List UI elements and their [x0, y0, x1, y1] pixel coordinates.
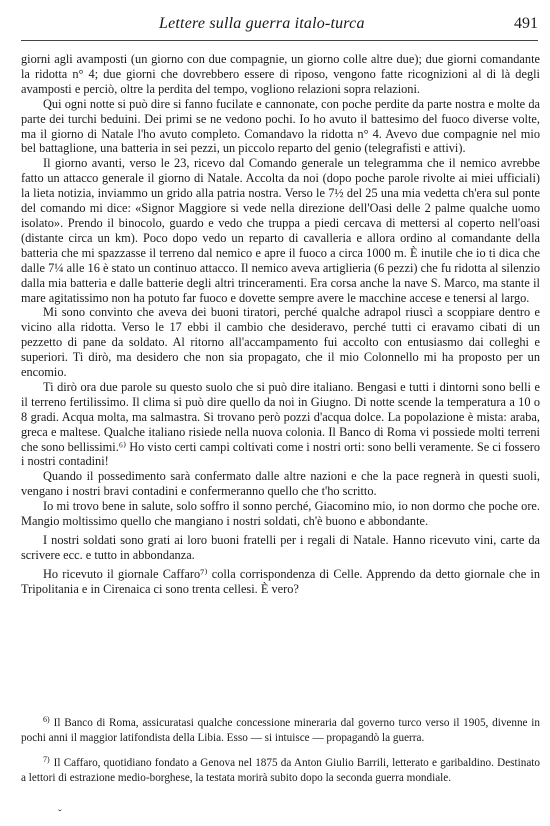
footnote — [21, 753, 540, 785]
footnote-text: Il Caffaro, quotidiano fondato a Genova nel 1875 da Anton Giulio Barrili, letterato e garibaldino. Destinato a lettori di estrazione medio-borghese, la testata morirà subito dopo la seconda guerra mondiale. — [21, 757, 540, 784]
paragraph: Quando il possedimento sarà confermato dalle altre nazioni e che la pace regnerà in questi suoli, vengano i nostri bravi contadini e confermeranno quello che t'ho scritto. — [21, 469, 540, 499]
paragraph: Ti dirò ora due parole su questo suolo che si può dire italiano. Bengasi e tutti i dintorni sono belli e il terreno fertilissimo. Il clima si può dire quello da noi in Giugno. Di notte scende la temperatura a 10 o 8 gradi. Acqua molta, ma salmastra. Si trovano però pozzi d'acqua dolce. La popolazione è mista: araba, greca e maltese. Qualche italiano risiede nella nuova colonia. Il Banco di Roma vi possiede molti terreni che sono bellissimi.⁶⁾ Ho visto certi campi coltivati come i nostri orti: sono belli veramente. Se ci fossero i nostri contadini! — [21, 379, 540, 469]
paragraph: Mi sono convinto che aveva dei buoni tiratori, perché qualche adrapol riuscì a scoppiare dentro e vicino alla ridotta. Verso le 17 ebbi il cambio che desideravo, perché tutti ci eravamo cibati di un pezzetto di pane da soldato. Al ritorno all'accampamento fui accolto con entusiasmo dai colleghi e superiori. Ti dirò, ma desidero che non sia propagato, che il mio Colonnello mi ha proposto per un encomio. — [21, 305, 540, 380]
paragraph: Ho ricevuto il giornale Caffaro⁷⁾ colla corrispondenza di Celle. Apprendo da detto giornale che in Tripolitania e in Cirenaica ci sono trenta cellesi. È vero? — [21, 566, 540, 596]
footnote-text: Il Banco di Roma, assicuratasi qualche concessione mineraria dal governo turco verso il 1905, divenne in pochi anni il maggior latifondista della Libia. Esso — si intuisce — propagandò la guerra. — [21, 717, 540, 744]
footnote-mark: 6) — [43, 715, 50, 724]
paragraph: giorni agli avamposti (un giorno con due compagnie, un giorno colle altre due); due giorni comandante la ridotta n° 4; due giorni che dovrebbero essere di riposo, vengono fatte ricognizioni al di là degli avamposti e perciò, oltre la perdita del tempo, vogliono relazioni sopra relazioni. — [21, 52, 540, 96]
paragraph: Io mi trovo bene in salute, solo soffro il sonno perché, Giacomino mio, io non dormo che poche ore. Mangio moltissimo quello che mangiano i nostri soldati, ch'è buono e abbondante. — [21, 499, 540, 529]
page-number: 491 — [514, 15, 538, 32]
letter-body — [21, 52, 540, 597]
paragraph: I nostri soldati sono grati ai loro buoni fratelli per i regali di Natale. Hanno ricevuto vini, carte da scrivere ecc. e tutto in abbondanza. — [21, 533, 540, 562]
header-rule — [21, 40, 538, 41]
footnote-mark: 7) — [43, 755, 50, 765]
footnotes — [21, 713, 540, 793]
paragraph: Il giorno avanti, verso le 23, ricevo dal Comando generale un telegramma che il nemico avrebbe fatto un attacco generale il giorno di Natale. Accolta da noi (dopo poche parole rivolte ai miei ufficiali) la lieta notizia, inviammo un grido alla patria nostra. Verso le 7½ del 25 una mia vedetta ch'era sul ponte del comando mi dice: «Signor Maggiore si vede nella direzione dell'Oasi delle 2 palme qualche uomo isolato». Prendo il binocolo, guardo e vedo che truppa a piedi cercava di mettersi al coperto nell'oasi (distante circa un km). Poco dopo vedo un reparto di cavalleria e allora ordino al comandante della batteria che mi spazzasse il terreno dal nemico e apre il fuoco a circa 1000 m. È inutile che io ti dica che dalle 7¼ alle 16 è stato un continuo attacco. Il nemico aveva artiglieria (6 pezzi) che fu ridotta al silenzio dalla mia batteria e dalle batterie degli altri trinceramenti. Era corsa anche la nave S. Marco, ma stante il mare agitatissimo non ha potuto far fuoco e dovette sempre avere le macchine accese e tenersi al largo. — [21, 156, 540, 305]
footnote — [21, 713, 540, 745]
page-header — [21, 13, 538, 35]
paragraph: Qui ogni notte si può dire si fanno fucilate e cannonate, con poche perdite da parte nostra e molte da parte dei turchi beduini. Dei primi se ne vedono pochi. Io ho avuto il battesimo del fuoco diverse volte, ma il giorno di Natale l'ho avuto completo. Comandavo la ridotta n° 4. Avevo due compagnie nel mio bel battaglione, una batteria in sei pezzi, un piccolo reparto del genio (telegrafisti e attivi). — [21, 96, 540, 156]
stray-mark: ˇ — [58, 808, 62, 820]
running-title: Lettere sulla guerra italo-turca — [159, 15, 365, 32]
